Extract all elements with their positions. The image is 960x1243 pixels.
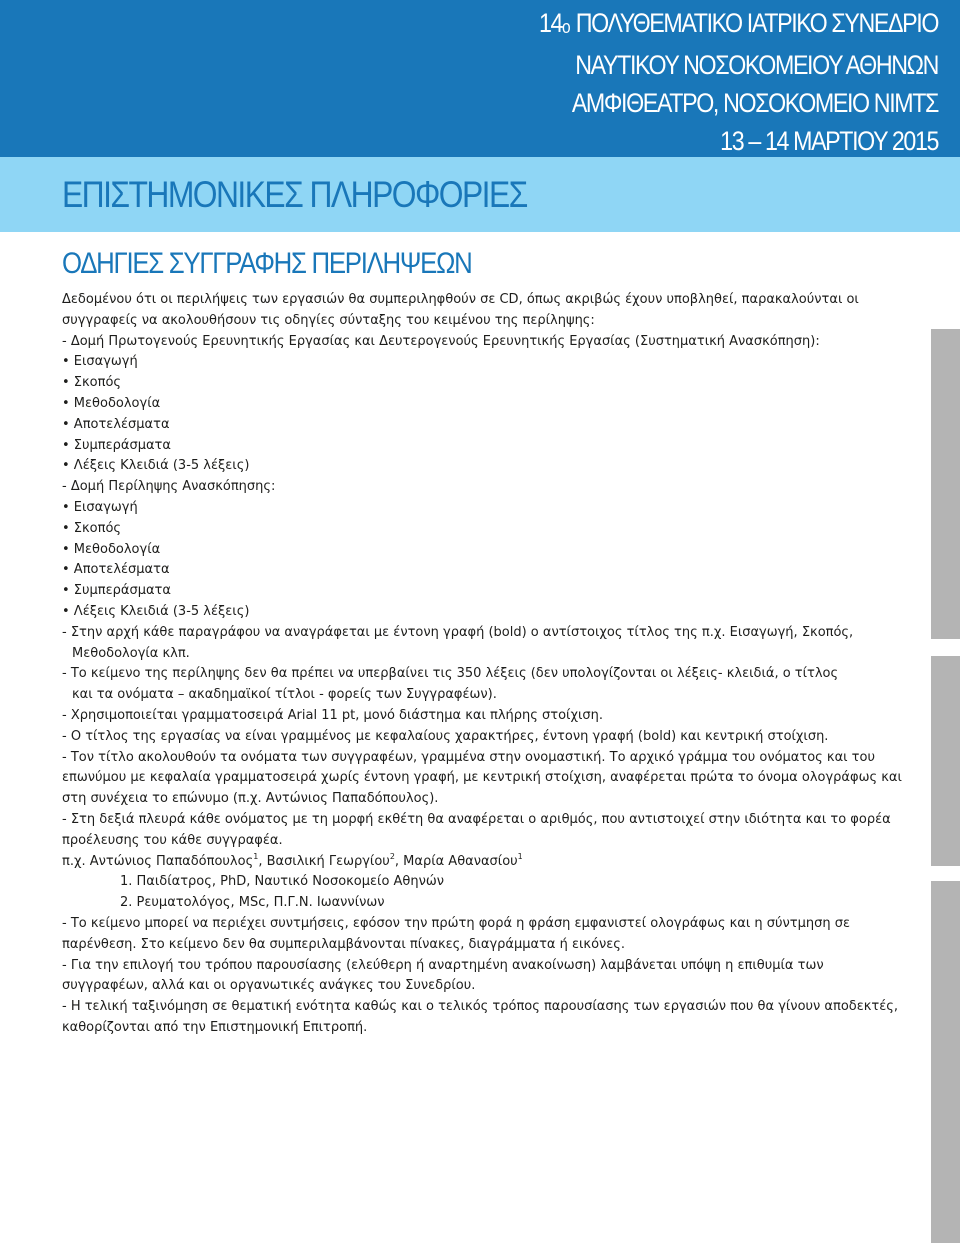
rule-abbreviations: παρένθεση. Στο κείμενο δεν θα συμπεριλαμβάνονται πίνακες, διαγράμματα ή εικόνες.	[62, 936, 626, 952]
list-item: • Μεθοδολογία	[62, 395, 161, 411]
conference-venue: ΑΜΦΙΘΕΑΤΡΟ, ΝΟΣΟΚΟΜΕΙΟ ΝΙΜΤΣ	[571, 88, 938, 118]
conference-title-line-1: $14_o$ ΠΟΛΥΘΕΜΑΤΙΚΟ ΙΑΤΡΙΚΟ ΣΥΝΕΔΡΙΟ	[538, 8, 938, 38]
rule-final-classification: καθορίζονται από την Επιστημονική Επιτροπή.	[62, 1019, 368, 1035]
rule-title: - Ο τίτλος της εργασίας να είναι γραμμένος με κεφαλαίους χαρακτήρες, έντονη γραφή (bold) και κεντρική στοίχιση.	[62, 728, 829, 744]
rule-affiliation: προέλευσης του κάθε συγγραφέα.	[62, 832, 283, 848]
review-structure-heading: - Δομή Περίληψης Ανασκόπησης:	[62, 479, 276, 495]
instructions-body	[62, 290, 902, 1039]
intro-text: Δεδομένου ότι οι περιλήψεις των εργασιών θα συμπεριληφθούν σε CD, όπως ακριβώς έχουν υποβληθεί, παρακαλούνται οι	[62, 292, 859, 307]
list-item: • Σκοπός	[62, 375, 122, 391]
rule-authors: - Τον τίτλο ακολουθούν τα ονόματα των συγγραφέων, γραμμένα στην ονομαστική. Το αρχικό γράμμα του ονόματος και του	[62, 749, 875, 765]
rule-abbreviations: - Το κείμενο μπορεί να περιέχει συντμήσεις, εφόσον την πρώτη φορά η φράση εμφανιστεί ολογράφως και η σύντμηση σε	[62, 915, 850, 931]
rule-word-limit: και τα ονόματα – ακαδημαϊκοί τίτλοι - φορείς των Συγγραφέων).	[72, 687, 497, 703]
conference-title	[539, 4, 938, 160]
list-item: • Συμπεράσματα	[62, 583, 171, 599]
rule-authors: στη συνέχεια το επώνυμο (π.χ. Αντώνιος Παπαδόπουλος).	[62, 791, 439, 807]
page-title: ΟΔΗΓΙΕΣ ΣΥΓΓΡΑΦΗΣ ΠΕΡΙΛΗΨΕΩΝ	[62, 247, 472, 280]
list-item: • Σκοπός	[62, 520, 122, 536]
list-item: • Λέξεις Κλειδιά (3-5 λέξεις)	[62, 603, 250, 619]
primary-structure-heading: - Δομή Πρωτογενούς Ερευνητικής Εργασίας και Δευτερογενούς Ερευνητικής Εργασίας (Συστηματική Ανασκόπηση):	[62, 333, 820, 349]
affiliation-example: 2. Ρευματολόγος, MSc, Π.Γ.Ν. Ιωαννίνων	[120, 895, 385, 911]
list-item: • Εισαγωγή	[62, 354, 138, 370]
conference-dates: 13 – 14 ΜΑΡΤΙΟΥ 2015	[720, 126, 938, 156]
author-example: π.χ. Αντώνιος Παπαδόπουλος$^1$, Βασιλική Γεωργίου$^2$, Μαρία Αθανασίου$^1$	[62, 851, 523, 869]
section-title: ΕΠΙΣΤΗΜΟΝΙΚΕΣ ΠΛΗΡΟΦΟΡΙΕΣ	[62, 174, 527, 215]
affiliation-example: 1. Παιδίατρος, PhD, Ναυτικό Νοσοκομείο Αθηνών	[120, 874, 445, 890]
list-item: • Συμπεράσματα	[62, 437, 171, 453]
rule-affiliation: - Στη δεξιά πλευρά κάθε ονόματος με τη μορφή εκθέτη θα αναφέρεται ο αριθμός, που αντιστοιχεί στην ιδιότητα και το φορέα	[62, 811, 891, 827]
list-item: • Εισαγωγή	[62, 499, 138, 515]
list-item: • Αποτελέσματα	[62, 416, 170, 432]
rule-presentation: - Για την επιλογή του τρόπου παρουσίασης (ελεύθερη ή αναρτημένη ανακοίνωση) λαμβάνεται υπόψη η επιθυμία των	[62, 957, 824, 973]
rule-bold-headings: Μεθοδολογία κλπ.	[72, 645, 190, 661]
rule-presentation: συγγραφέων, αλλά και οι οργανωτικές ανάγκες του Συνεδρίου.	[62, 978, 476, 994]
intro-text: συγγραφείς να ακολουθήσουν τις οδηγίες σύνταξης του κειμένου της περίληψης:	[62, 312, 595, 328]
rule-authors: επωνύμου με κεφαλαία γραμματοσειρά χωρίς έντονη γραφή, με κεντρική στοίχιση, αναφέρεται πρώτα το όνομα ολογράφως και	[62, 770, 902, 786]
primary-structure-list	[62, 352, 882, 477]
list-item: • Αποτελέσματα	[62, 562, 170, 578]
rule-final-classification: - Η τελική ταξινόμηση σε θεματική ενότητα καθώς και ο τελικός τρόπος παρουσίασης των εργασιών που θα γίνουν αποδεκτές,	[62, 999, 899, 1015]
side-tab	[931, 881, 960, 1243]
conference-title-line-2: ΝΑΥΤΙΚΟΥ ΝΟΣΟΚΟΜΕΙΟΥ ΑΘΗΝΩΝ	[575, 50, 938, 80]
list-item: • Λέξεις Κλειδιά (3-5 λέξεις)	[62, 458, 250, 474]
rule-font: - Χρησιμοποιείται γραμματοσειρά Arial 11 pt, μονό διάστημα και πλήρης στοίχιση.	[62, 707, 603, 723]
list-item: • Μεθοδολογία	[62, 541, 161, 557]
side-tab	[931, 656, 960, 866]
rule-bold-headings: - Στην αρχή κάθε παραγράφου να αναγράφεται με έντονη γραφή (bold) ο αντίστοιχος τίτλος της π.χ. Εισαγωγή, Σκοπός,	[62, 624, 854, 640]
side-tab	[931, 329, 960, 639]
rule-word-limit: - Το κείμενο της περίληψης δεν θα πρέπει να υπερβαίνει τις 350 λέξεις (δεν υπολογίζονται οι λέξεις- κλειδιά, ο τίτλος	[62, 666, 839, 682]
review-structure-list	[62, 498, 882, 623]
